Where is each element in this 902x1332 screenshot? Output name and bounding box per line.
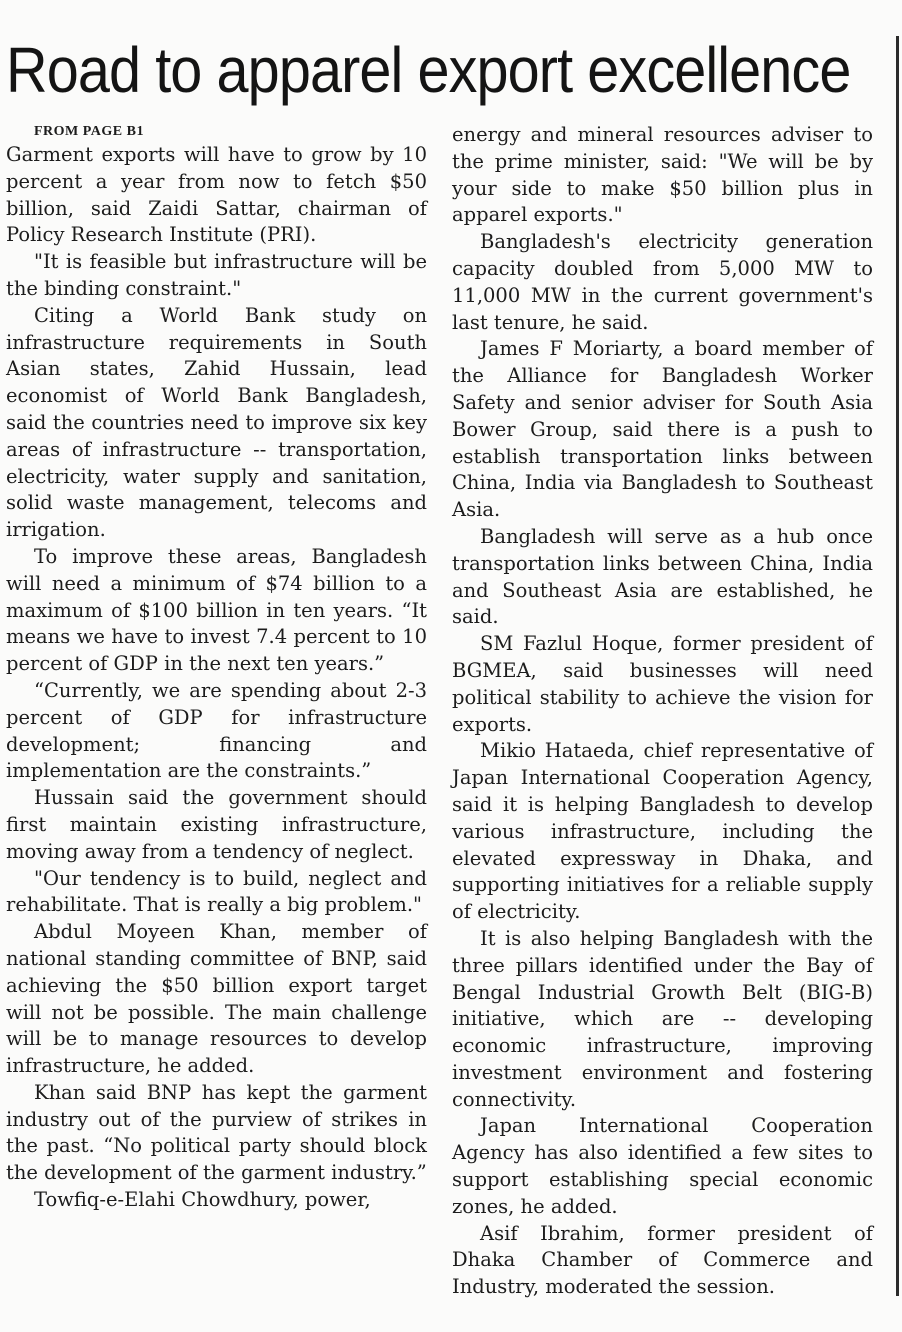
paragraph: Mikio Hataeda, chief representative of Japan International Cooperation Agency, said it is helping Bangladesh to develop various infrastructure, including the elevated expressway in Dhaka, and supporting initiatives for a reliable supply of electricity. <box>452 739 873 924</box>
paragraph: To improve these areas, Bangladesh will need a minimum of $74 billion to a maximum of $100 billion in ten years. “It means we have to invest 7.4 percent to 10 percent of GDP in the next ten years.” <box>6 544 427 676</box>
article-column-left <box>6 122 427 1214</box>
paragraph: energy and mineral resources adviser to the prime minister, said: "We will be by your side to make $50 billion plus in apparel exports." <box>452 123 873 227</box>
paragraph: Asif Ibrahim, former president of Dhaka Chamber of Commerce and Industry, moderated the session. <box>452 1221 873 1299</box>
headline: Road to apparel export excellence <box>6 34 851 106</box>
paragraph: Garment exports will have to grow by 10 percent a year from now to fetch $50 billion, said Zaidi Sattar, chairman of Policy Research Institute (PRI). <box>6 143 427 247</box>
paragraph: Khan said BNP has kept the garment industry out of the purview of strikes in the past. “No political party should block the development of the garment industry.” <box>6 1080 427 1185</box>
article-column-right <box>452 122 873 1301</box>
paragraph: James F Moriarty, a board member of the Alliance for Bangladesh Worker Safety and senior adviser for South Asia Bower Group, said there is a push to establish transportation links between China, India via Bangladesh to Southeast Asia. <box>452 337 873 522</box>
paragraph: Towfiq-e-Elahi Chowdhury, power, <box>34 1188 371 1212</box>
paragraph: "It is feasible but infrastructure will be the binding constraint." <box>6 250 427 300</box>
paragraph: "Our tendency is to build, neglect and rehabilitate. That is really a big problem." <box>6 866 427 917</box>
paragraph: Citing a World Bank study on infrastructure requirements in South Asian states, Zahid Hussain, lead economist of World Bank Bangladesh, said the countries need to improve six key areas of infrastructure -- transportation, electricity, water supply and sanitation, solid waste management, telecoms and irrigation. <box>6 303 427 542</box>
paragraph: “Currently, we are spending about 2-3 percent of GDP for infrastructure development; financing and implementation are the constraints.” <box>6 678 427 783</box>
from-page-label: FROM PAGE B1 <box>34 124 144 139</box>
paragraph: Japan International Cooperation Agency has also identified a few sites to support establishing special economic zones, he added. <box>452 1114 873 1218</box>
paragraph: Abdul Moyeen Khan, member of national standing committee of BNP, said achieving the $50 billion export target will not be possible. The main challenge will be to manage resources to develop infrastructure, he added. <box>6 920 427 1078</box>
paragraph: It is also helping Bangladesh with the three pillars identified under the Bay of Bengal Industrial Growth Belt (BIG-B) initiative, which are -- developing economic infrastructure, improving investment environment and fostering connectivity. <box>452 926 873 1111</box>
paragraph: SM Fazlul Hoque, former president of BGMEA, said businesses will need political stability to achieve the vision for exports. <box>452 632 873 736</box>
paragraph: Hussain said the government should first maintain existing infrastructure, moving away from a tendency of neglect. <box>6 786 427 863</box>
column-rule <box>896 36 899 1296</box>
paragraph: Bangladesh's electricity generation capacity doubled from 5,000 MW to 11,000 MW in the current government's last tenure, he said. <box>452 230 873 334</box>
paragraph: Bangladesh will serve as a hub once transportation links between China, India and Southeast Asia are established, he said. <box>452 524 873 629</box>
